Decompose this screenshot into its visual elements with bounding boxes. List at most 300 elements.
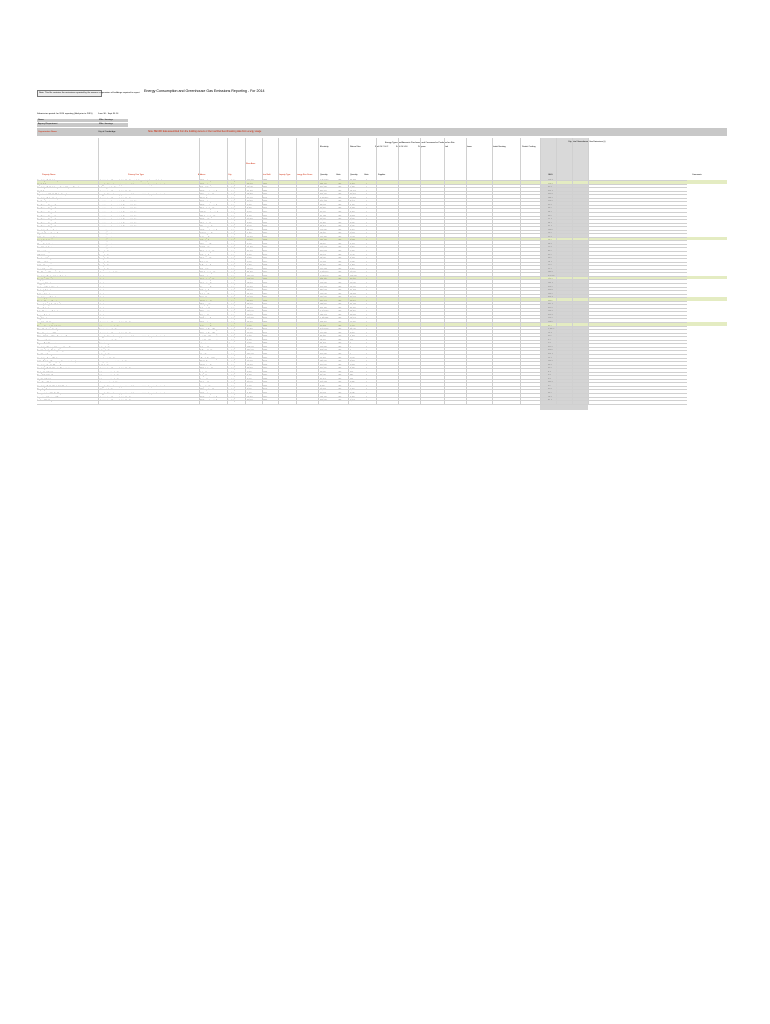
cell-kwh: 1,104,260 xyxy=(320,311,329,314)
cell-yr: 1938 xyxy=(263,265,268,268)
cell-addr: Fresh Pond Reservation xyxy=(199,336,220,339)
cell-use: Community centers xyxy=(98,229,115,232)
cell-city: Cambridge xyxy=(227,346,237,349)
cell-use: Parking facilities xyxy=(98,346,112,349)
cell-gas: 4,512 xyxy=(350,236,355,239)
cell-yr: 1926 xyxy=(263,314,268,317)
cell-area: 69,900 xyxy=(247,314,253,317)
cell-addr: 245 Concord Ave xyxy=(199,258,214,261)
cell-gas: 2,108 xyxy=(350,258,355,261)
cell-yr: 1960 xyxy=(263,272,268,275)
cell-addr: 449 Broadway xyxy=(199,180,212,182)
cell-name: Fire Station - Engine 4 xyxy=(37,211,56,214)
cell-unit: therms xyxy=(366,318,372,321)
cell-name: Hoyt Field Fieldhouse xyxy=(37,378,56,381)
grid-line xyxy=(37,350,687,351)
cell-use: Water treatment facilities xyxy=(98,339,119,342)
name-label: Name xyxy=(37,119,98,123)
col-property-type: Property Type xyxy=(278,174,291,176)
cell-addr: 176 River St xyxy=(199,219,210,222)
cell-use: Fire stations and associated offices and facilities xyxy=(98,201,139,204)
cell-name: Valente Library xyxy=(37,251,50,253)
cell-addr: 243 Harvard St xyxy=(199,243,212,246)
cell-unit: kWh xyxy=(338,194,342,197)
cell-name: Payson Park Reservoir xyxy=(37,343,57,346)
grid-line xyxy=(37,315,687,316)
cell-city: Cambridge xyxy=(227,368,237,371)
cell-addr: 250 Fresh Pond Pkwy xyxy=(199,332,218,335)
cell-kwh: 82,776 xyxy=(320,336,326,339)
grid-line xyxy=(37,361,687,362)
cell-yr: 1973 xyxy=(263,300,268,303)
cell-gas: 1,902 xyxy=(350,233,355,236)
cell-use: Fire stations and associated offices and facilities xyxy=(98,226,139,229)
cell-name: Longfellow Building xyxy=(37,322,54,324)
cell-city: Cambridge xyxy=(227,357,237,360)
cell-kwh: 66,730 xyxy=(320,222,326,225)
cell-gas: 702 xyxy=(350,371,354,374)
top-note: Note: This file contains the emissions reported by the owners or operators of buildings required to report xyxy=(37,90,102,97)
cell-area: 120,500 xyxy=(247,311,254,314)
cell-ghg: 9.8 xyxy=(548,375,551,378)
cell-gas: 655 xyxy=(350,378,354,381)
cell-name: Inspectional Services Office xyxy=(37,396,61,399)
cell-name: Baldwin School xyxy=(37,293,50,296)
cell-name: East Cambridge Parking Garage xyxy=(37,350,65,353)
cell-yr: 1922 xyxy=(263,219,268,222)
cell-name: Fire Station - Engine 3 xyxy=(37,208,56,211)
cell-city: Cambridge xyxy=(227,314,237,317)
col-use-type: Primary Use Type xyxy=(128,174,144,176)
cell-ghg: 51.1 xyxy=(548,268,552,271)
grid-column xyxy=(318,138,319,404)
cell-name: Fire Station - Engine 8 xyxy=(37,222,56,225)
cell-addr: 459 Broadway xyxy=(199,275,212,278)
grid-column xyxy=(540,138,541,404)
cell-ghg: 1,195.4 xyxy=(548,329,555,332)
cell-gas: 2,990 xyxy=(350,332,355,335)
cell-addr: 70 Rindge Ave xyxy=(199,290,212,293)
grid-column xyxy=(296,138,297,404)
cell-ghg: 36.2 xyxy=(548,204,552,207)
cell-area: 64,700 xyxy=(247,329,253,332)
cell-name: First Street Garage xyxy=(37,353,54,356)
cell-unit: therms xyxy=(366,211,372,214)
submission-label: Submission period: for 2014 reporting (filed prior to 2015) xyxy=(37,113,93,115)
grid-column xyxy=(444,138,445,404)
grid-line xyxy=(37,244,687,245)
cell-kwh: 91,005 xyxy=(320,211,326,214)
cell-ghg: 2.5 xyxy=(548,385,551,388)
cell-ghg: 29.9 xyxy=(548,215,552,218)
cell-ghg: 47.0 xyxy=(548,240,552,243)
cell-unit: therms xyxy=(366,279,372,282)
cell-gas: 25,442 xyxy=(350,304,356,307)
cell-gas: 1,492 xyxy=(350,265,355,268)
grid-column xyxy=(199,138,200,404)
col-gas-units: Units xyxy=(364,174,369,176)
grid-line xyxy=(37,301,687,302)
cell-addr: 10 Wellington St xyxy=(199,233,213,236)
grid-column xyxy=(348,138,349,404)
cell-area: 168,000 xyxy=(247,346,254,349)
cell-city: Cambridge xyxy=(227,201,237,204)
cell-area: 2,600 xyxy=(247,378,252,381)
cell-name: Recycling Center xyxy=(37,389,52,392)
cell-city: Cambridge xyxy=(227,400,237,403)
cell-unit: kWh xyxy=(338,258,342,261)
cell-yr: 1958 xyxy=(263,364,268,367)
cell-unit: kWh xyxy=(338,254,342,257)
cell-addr: 61 Willow St xyxy=(199,247,210,250)
cell-use: Parking facilities xyxy=(98,350,112,353)
col-elec-qty: Quantity xyxy=(320,174,328,176)
grid-column xyxy=(492,138,493,404)
grid-line xyxy=(37,180,687,181)
grid-line xyxy=(37,223,687,224)
grid-column xyxy=(398,138,399,404)
cell-yr: 1933 xyxy=(263,201,268,204)
cell-yr: 1962 xyxy=(263,282,268,285)
cell-yr: 1977 xyxy=(263,275,268,278)
cell-unit: kWh xyxy=(338,339,342,342)
cell-unit: kWh xyxy=(338,332,342,335)
cell-ghg: 327.5 xyxy=(548,300,553,303)
cell-yr: 1970 xyxy=(263,357,268,360)
cell-unit: kWh xyxy=(338,272,342,275)
cell-ghg: 197.1 xyxy=(548,361,553,364)
cell-unit: therms xyxy=(366,385,372,388)
cell-city: Cambridge xyxy=(227,204,237,207)
cell-unit: kWh xyxy=(338,350,342,353)
district-heating-header: District Heating xyxy=(492,146,506,148)
cell-use: Water storage xyxy=(98,343,110,346)
cell-name: Russell Field Fieldhouse xyxy=(37,375,58,378)
cell-kwh: 688,205 xyxy=(320,304,327,307)
cell-yr: 1972 xyxy=(263,243,268,246)
cell-addr: 850 Cambridge St xyxy=(199,279,215,282)
grid-line xyxy=(37,194,687,195)
cell-ghg: 26.0 xyxy=(548,254,552,257)
cell-unit: therms xyxy=(366,219,372,222)
cell-kwh: 880,613 xyxy=(320,290,327,293)
cell-addr: 1384 Cambridge St xyxy=(199,215,216,218)
cell-unit: therms xyxy=(366,311,372,314)
cell-unit: kWh xyxy=(338,290,342,293)
cell-unit: kWh xyxy=(338,318,342,321)
cell-city: Cambridge xyxy=(227,219,237,222)
cell-unit: kWh xyxy=(338,361,342,364)
cell-gas: 3,920 xyxy=(350,219,355,222)
cell-area: 3,100 xyxy=(247,375,252,378)
cell-gas: 3,766 xyxy=(350,396,355,399)
col-year-built: Year Built xyxy=(262,174,271,176)
cell-gas: 2,987 xyxy=(350,215,355,218)
cell-unit: kWh xyxy=(338,226,342,229)
grid-column xyxy=(520,138,521,404)
cell-kwh: 3,904,620 xyxy=(320,329,329,332)
cell-ghg: 2,594.8 xyxy=(548,275,555,278)
cell-ghg: 109.6 xyxy=(548,201,553,204)
cell-city: Cambridge xyxy=(227,353,237,356)
cell-area: 98,500 xyxy=(247,290,253,293)
cell-addr: Western Ave xyxy=(199,378,210,381)
cell-city: Cambridge xyxy=(227,226,237,229)
cell-unit: therms xyxy=(366,336,372,339)
cell-ghg: 29.0 xyxy=(548,393,552,395)
cell-city: Cambridge xyxy=(227,329,237,332)
cell-addr: 344 Broadway xyxy=(199,393,212,395)
cell-use: Indoor recreation facilities xyxy=(98,382,120,385)
cell-gas: 2,402 xyxy=(350,336,355,339)
cell-gas: 1,876 xyxy=(350,261,355,264)
cell-yr: 1904 xyxy=(263,208,268,211)
cell-gas: 0 xyxy=(350,353,352,356)
cell-city: Cambridge xyxy=(227,183,237,186)
cell-use: Energy facilities where equipment or vehicles are maintained, repaired or stored xyxy=(98,183,165,186)
cell-gas: 7,650 xyxy=(350,229,355,232)
cell-city: Cambridge xyxy=(227,339,237,342)
cell-addr: 831 Massachusetts Ave xyxy=(199,400,219,403)
cell-area: 82,200 xyxy=(247,307,253,310)
cell-addr: 45 Pearl Street xyxy=(199,187,212,190)
cell-unit: therms xyxy=(366,261,372,264)
cell-ghg: 80.4 xyxy=(548,400,552,403)
cell-addr: 125 6th St xyxy=(199,361,208,364)
cell-area: 8,100 xyxy=(247,215,252,218)
grid-line xyxy=(37,343,687,344)
district-cooling-header: District Cooling xyxy=(522,146,536,148)
cell-kwh: 1,420,885 xyxy=(320,318,329,321)
cell-use: Solid waste facilities xyxy=(98,389,115,392)
cell-area: 10,300 xyxy=(247,219,253,222)
grid-line xyxy=(37,329,687,330)
cell-unit: kWh xyxy=(338,307,342,310)
col-comments: Comments xyxy=(692,174,702,176)
grid-column xyxy=(227,138,228,404)
col-elec-units: Units xyxy=(336,174,341,176)
cell-gas: 3,102 xyxy=(350,243,355,246)
cell-area: 12,900 xyxy=(247,268,253,271)
cell-kwh: 501,224 xyxy=(320,286,327,289)
cell-kwh: 304,127 xyxy=(320,201,327,204)
cell-unit: kWh xyxy=(338,378,342,381)
cell-gas: 168,330 xyxy=(350,275,357,278)
cell-gas: 0 xyxy=(350,350,352,353)
cell-yr: 1895 xyxy=(263,204,268,207)
cell-yr: 1970 xyxy=(263,247,268,250)
cell-use: Emergency communications facilities xyxy=(98,361,129,364)
cell-yr: 1988 xyxy=(263,371,268,374)
grid-line xyxy=(37,187,687,188)
cell-unit: kWh xyxy=(338,251,342,253)
cell-addr: 1 Alewife Brook Pkwy xyxy=(199,357,218,360)
cell-area: 64,000 xyxy=(247,297,253,300)
cell-ghg: 296.8 xyxy=(548,194,553,197)
cell-ghg: 362.8 xyxy=(548,290,553,293)
cell-kwh: 128,440 xyxy=(320,396,327,399)
cell-unit: therms xyxy=(366,275,372,278)
cell-unit: therms xyxy=(366,286,372,289)
cell-gas: 612 xyxy=(350,339,354,342)
cell-use: Energy facilities where equipment or vehicles are maintained, repaired or stored xyxy=(98,336,165,339)
cell-kwh: 36,710 xyxy=(320,265,326,268)
cell-use: Community centers xyxy=(98,236,115,239)
grid-line xyxy=(37,340,687,341)
cell-name: Graham & Parks School xyxy=(37,286,58,289)
cell-gas: 4,220 xyxy=(350,251,355,253)
cell-kwh: 1,254,290 xyxy=(320,180,329,182)
cell-yr: 1968 xyxy=(263,240,268,243)
cell-unit: kWh xyxy=(338,268,342,271)
cell-area: 9,600 xyxy=(247,243,252,246)
cell-yr: 2013 xyxy=(263,254,268,257)
cell-unit: therms xyxy=(366,229,372,232)
cell-unit: therms xyxy=(366,339,372,342)
cell-use: Library facilities xyxy=(98,261,112,264)
cell-use: Administrative offices and related facilities xyxy=(98,197,134,200)
cell-ghg: 19.6 xyxy=(548,233,552,236)
grid-line xyxy=(37,233,687,234)
cell-unit: kWh xyxy=(338,375,342,378)
cell-kwh: 790,114 xyxy=(320,300,327,303)
cell-gas: 0 xyxy=(350,346,352,349)
cell-name: Kennedy-Longfellow School xyxy=(37,304,61,307)
cell-yr: 1926 xyxy=(263,222,268,225)
cell-city: Cambridge xyxy=(227,371,237,374)
cell-yr: 1891 xyxy=(263,297,268,300)
grid-line xyxy=(37,255,687,256)
grid-line xyxy=(37,201,687,202)
cell-area: 2,100 xyxy=(247,339,252,342)
cell-addr: 158 Spring St xyxy=(199,304,211,307)
cell-kwh: 18,060 xyxy=(320,339,326,342)
cell-gas: 0 xyxy=(350,343,352,346)
cell-unit: therms xyxy=(366,361,372,364)
cell-city: Cambridge xyxy=(227,272,237,275)
cell-ghg: 71.3 xyxy=(548,187,552,190)
cell-addr: Rindge Ave xyxy=(199,375,209,378)
cell-unit: therms xyxy=(366,208,372,211)
cell-yr: 1964 xyxy=(263,268,268,271)
cell-unit: kWh xyxy=(338,279,342,282)
cell-unit: therms xyxy=(366,272,372,275)
cell-unit: therms xyxy=(366,233,372,236)
grid-line xyxy=(37,304,687,305)
cell-yr: 1950 xyxy=(263,233,268,236)
cell-name: Amigos School xyxy=(37,314,50,317)
cell-city: Cambridge xyxy=(227,211,237,214)
cell-unit: kWh xyxy=(338,215,342,218)
cell-yr: 1897 xyxy=(263,343,268,346)
cell-kwh: 22,870 xyxy=(320,371,326,374)
cell-area: 3,400 xyxy=(247,357,252,360)
cell-yr: 1972 xyxy=(263,382,268,385)
grid-line xyxy=(37,322,687,323)
cell-unit: therms xyxy=(366,282,372,285)
grid-line xyxy=(37,368,687,369)
cell-area: 10,400 xyxy=(247,247,253,250)
cell-use: Library facilities xyxy=(98,268,112,271)
cell-kwh: 22,414 xyxy=(320,343,326,346)
grid-line xyxy=(37,386,687,387)
cell-city: Cambridge xyxy=(227,180,237,182)
cell-city: Cambridge xyxy=(227,251,237,253)
cell-area: 7,900 xyxy=(247,389,252,392)
cell-gas: 22,188 xyxy=(350,180,356,182)
cell-area: 87,300 xyxy=(247,300,253,303)
cell-city: Cambridge xyxy=(227,297,237,300)
cell-yr: 1955 xyxy=(263,400,268,403)
cell-name: Fire Station - Engine 5 xyxy=(37,215,56,218)
cell-unit: kWh xyxy=(338,364,342,367)
cell-yr: 1912 xyxy=(263,339,268,342)
cell-area: 20,100 xyxy=(247,251,253,253)
cell-unit: kWh xyxy=(338,236,342,239)
cell-name: City Hall Annex xyxy=(37,183,50,186)
cell-ghg: 219.7 xyxy=(548,297,553,300)
cell-addr: 344 Broadway xyxy=(199,183,212,186)
cell-use: Schools xyxy=(98,275,105,278)
cell-unit: kWh xyxy=(338,400,342,403)
grid-line xyxy=(37,191,687,192)
cell-addr: 89 Elm St xyxy=(199,297,208,300)
cell-ghg: 79.3 xyxy=(548,364,552,367)
cell-city: Cambridge xyxy=(227,243,237,246)
cell-use: Library facilities xyxy=(98,265,112,268)
cell-name: Coffon Building (Emergency Communications) xyxy=(37,361,76,364)
cell-area: 90,000 xyxy=(247,197,253,200)
cell-unit: therms xyxy=(366,204,372,207)
cell-kwh: 701,225 xyxy=(320,353,327,356)
cell-name: O'Connell Library xyxy=(37,261,52,264)
cell-kwh: 61,208 xyxy=(320,325,326,328)
cell-unit: therms xyxy=(366,364,372,367)
cell-gas: 7,120 xyxy=(350,368,355,371)
cell-yr: 2009 xyxy=(263,197,268,200)
grid-line xyxy=(37,354,687,355)
cell-gas: 22,871 xyxy=(350,314,356,317)
grid-line xyxy=(37,397,687,398)
cell-area: 5,900 xyxy=(247,261,252,264)
cell-use: Schools xyxy=(98,318,105,321)
cell-ghg: 14.9 xyxy=(548,265,552,268)
cell-unit: therms xyxy=(366,382,372,385)
cell-kwh: 260,812 xyxy=(320,251,327,253)
cell-unit: therms xyxy=(366,314,372,317)
grid-column xyxy=(572,138,573,404)
grid-line xyxy=(37,283,687,284)
grid-column xyxy=(245,138,246,404)
cell-unit: kWh xyxy=(338,240,342,243)
grid-line xyxy=(37,216,687,217)
cell-area: 9,400 xyxy=(247,393,252,395)
cell-use: Outdoor recreation facilities xyxy=(98,378,122,381)
cell-ghg: 300.6 xyxy=(548,307,553,310)
cell-use: Fire stations and associated offices and facilities xyxy=(98,219,139,222)
cell-ghg: 40.4 xyxy=(548,219,552,222)
cell-name: Tobin Montessori School xyxy=(37,311,58,314)
cell-unit: kWh xyxy=(338,233,342,236)
cell-gas: 3,877 xyxy=(350,240,355,243)
cell-addr: 119 Windsor St xyxy=(199,364,212,367)
cell-unit: therms xyxy=(366,378,372,381)
cell-addr: 167 Lexington Ave xyxy=(199,226,215,229)
cell-area: 9,900 xyxy=(247,211,252,214)
cell-name: King School xyxy=(37,318,48,321)
cell-area: 7,300 xyxy=(247,254,252,257)
cell-use: Schools xyxy=(98,314,105,317)
